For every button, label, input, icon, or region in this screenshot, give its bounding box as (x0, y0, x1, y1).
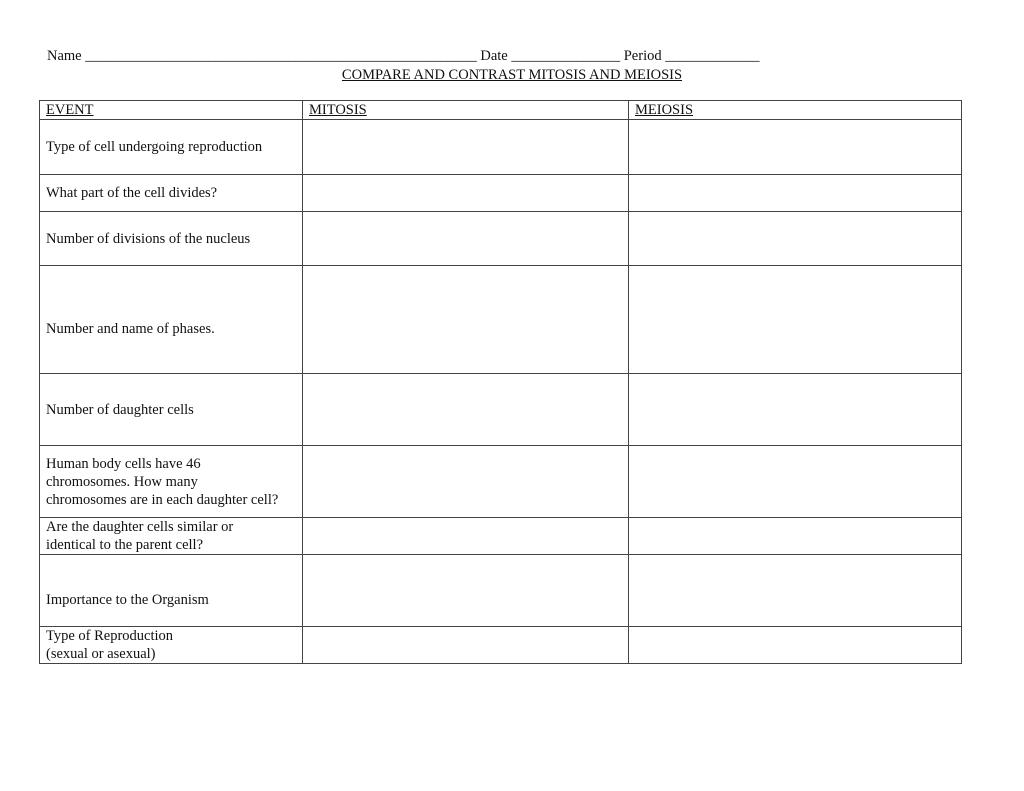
meiosis-answer-cell[interactable] (629, 120, 962, 175)
table-header-row (40, 101, 962, 120)
meiosis-answer-cell[interactable] (629, 175, 962, 212)
column-header-event: EVENT (40, 101, 303, 120)
meiosis-answer-cell[interactable] (629, 212, 962, 266)
meiosis-answer-cell[interactable] (629, 555, 962, 627)
event-label: Number of divisions of the nucleus (40, 212, 303, 266)
meiosis-answer-cell[interactable] (629, 374, 962, 446)
mitosis-answer-cell[interactable] (303, 374, 629, 446)
event-label: Type of Reproduction (sexual or asexual) (40, 627, 303, 664)
table-row (40, 120, 962, 175)
worksheet-title: COMPARE AND CONTRAST MITOSIS AND MEIOSIS (341, 67, 683, 83)
mitosis-answer-cell[interactable] (303, 212, 629, 266)
mitosis-answer-cell[interactable] (303, 175, 629, 212)
event-label: Type of cell undergoing reproduction (40, 120, 303, 175)
mitosis-answer-cell[interactable] (303, 518, 629, 555)
event-label: Number and name of phases. (40, 266, 303, 374)
meiosis-answer-cell[interactable] (629, 627, 962, 664)
comparison-table (39, 100, 962, 664)
mitosis-answer-cell[interactable] (303, 120, 629, 175)
table-row (40, 374, 962, 446)
table-row (40, 175, 962, 212)
table-row (40, 518, 962, 555)
event-label: Human body cells have 46 chromosomes. How many chromosomes are in each daughter cell? (40, 446, 303, 518)
meiosis-answer-cell[interactable] (629, 446, 962, 518)
table-row (40, 627, 962, 664)
mitosis-answer-cell[interactable] (303, 266, 629, 374)
column-header-meiosis: MEIOSIS (629, 101, 962, 120)
mitosis-answer-cell[interactable] (303, 555, 629, 627)
mitosis-answer-cell[interactable] (303, 627, 629, 664)
table-row (40, 555, 962, 627)
name-date-period-line: Name ______________________________________________________ Date _______________ Period _____________ (47, 48, 760, 64)
meiosis-answer-cell[interactable] (629, 518, 962, 555)
table-row (40, 446, 962, 518)
table-row (40, 212, 962, 266)
event-label: Are the daughter cells similar or identical to the parent cell? (40, 518, 303, 555)
event-label: Number of daughter cells (40, 374, 303, 446)
mitosis-answer-cell[interactable] (303, 446, 629, 518)
column-header-mitosis: MITOSIS (303, 101, 629, 120)
event-label: What part of the cell divides? (40, 175, 303, 212)
meiosis-answer-cell[interactable] (629, 266, 962, 374)
table-row (40, 266, 962, 374)
event-label: Importance to the Organism (40, 555, 303, 627)
